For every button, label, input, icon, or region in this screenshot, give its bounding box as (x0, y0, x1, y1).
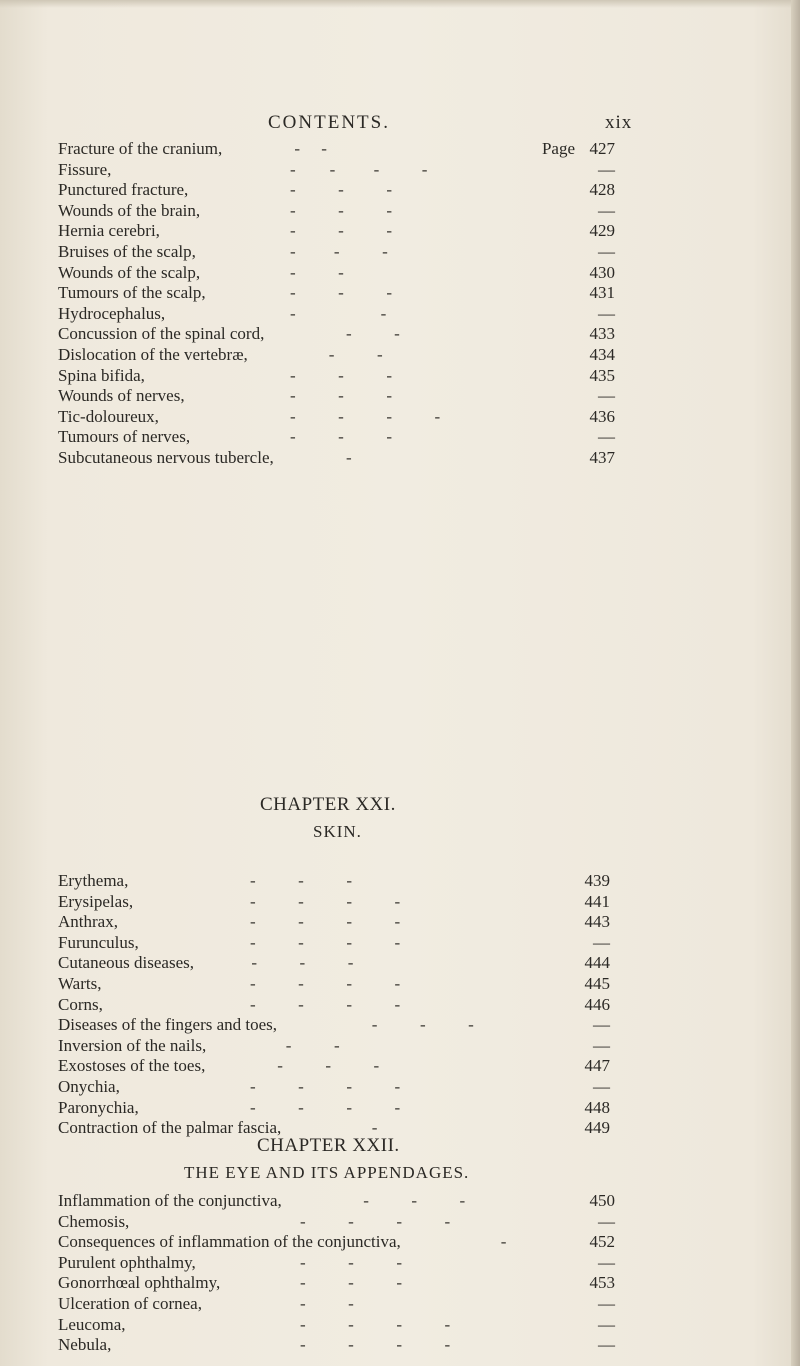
entry-label: Onychia, (58, 1077, 120, 1096)
contents-entry (0, 282, 800, 304)
entry-label: Chemosis, (58, 1211, 130, 1231)
contents-entry (0, 220, 800, 242)
contents-entry (0, 1252, 800, 1274)
entry-page-number: — (598, 1314, 615, 1334)
entry-label: Wounds of the brain, (58, 200, 201, 220)
entry-page-number: — (598, 242, 615, 261)
running-head-title: CONTENTS. (268, 112, 390, 133)
contents-entry (0, 1272, 800, 1294)
entry-label: Anthrax, (58, 912, 118, 932)
entry-page-number: — (598, 1211, 615, 1231)
contents-entry (0, 994, 800, 1016)
entry-page-number: 431 (589, 283, 615, 303)
entry-label: Subcutaneous nervous tubercle, (58, 448, 274, 467)
entry-page-number: 433 (589, 324, 615, 344)
entry-label: Consequences of inflammation of the conjunctiva, (58, 1232, 401, 1252)
entry-page-number: 443 (584, 912, 610, 932)
entry-page-number: 444 (584, 953, 610, 973)
chapter-21-subtitle: SKIN. (313, 822, 362, 841)
entry-page-number: 448 (584, 1097, 610, 1117)
entry-page-number: 428 (589, 180, 615, 200)
entry-page-number: — (598, 159, 615, 179)
contents-entry (0, 1055, 800, 1077)
entry-page-number: — (593, 1015, 610, 1035)
contents-entry (0, 1097, 800, 1119)
entry-label: Bruises of the scalp, (58, 242, 196, 261)
entry-label: Furunculus, (58, 932, 139, 952)
chapter-21-title: CHAPTER XXI. (260, 794, 396, 815)
leader-dashes: - - - - (250, 994, 401, 1014)
leader-dashes: - - - (290, 242, 388, 261)
entry-page-number: 436 (589, 406, 615, 426)
contents-entry (0, 447, 800, 469)
leader-dashes: - - - - (250, 891, 401, 911)
entry-page-number: — (598, 1294, 615, 1313)
leader-dashes: - - - (290, 386, 392, 406)
contents-entry (0, 241, 800, 263)
entry-page-number: 447 (584, 1056, 610, 1076)
leader-dashes: - - - (290, 221, 392, 241)
leader-dashes: - - - (290, 200, 392, 220)
entry-label: Exostoses of the toes, (58, 1056, 206, 1076)
leader-dashes: - - (294, 139, 327, 158)
leader-dashes: - - - (250, 871, 352, 890)
entry-page-number: — (598, 303, 615, 323)
contents-entry (0, 426, 800, 448)
leader-dashes: - (371, 1118, 378, 1138)
entry-label: Gonorrhœal ophthalmy, (58, 1273, 221, 1293)
contents-entry (0, 1035, 800, 1057)
entry-page-number: 429 (589, 221, 615, 241)
chapter-22-subtitle: THE EYE AND ITS APPENDAGES. (184, 1163, 470, 1182)
entry-page-number: — (598, 200, 615, 220)
leader-dashes: - - - (251, 953, 354, 973)
contents-entry (0, 323, 800, 345)
contents-entry (0, 159, 800, 181)
contents-entry (0, 1231, 800, 1253)
leader-dashes: - (346, 448, 352, 467)
entry-label: Contraction of the palmar fascia, (58, 1118, 282, 1138)
entry-label: Inflammation of the conjunctiva, (58, 1191, 282, 1210)
entry-page-number: — (598, 427, 615, 447)
leader-dashes: - - - - (300, 1335, 451, 1355)
entry-page-number: 430 (589, 262, 615, 282)
entry-page-number: 449 (584, 1118, 610, 1138)
leader-dashes: - - - - (250, 1097, 401, 1117)
entry-page-number: — (593, 1035, 610, 1055)
contents-entry (0, 891, 800, 913)
leader-dashes: - - - (363, 1191, 466, 1210)
entry-label: Fracture of the cranium, (58, 139, 223, 158)
entry-label: Wounds of the scalp, (58, 262, 201, 282)
entry-page-number: 453 (589, 1273, 615, 1293)
leader-dashes: - - - - (250, 932, 401, 952)
entry-label: Tumours of nerves, (58, 427, 191, 447)
leader-dashes: - - - - (250, 974, 401, 993)
entry-page-number: 445 (584, 974, 610, 993)
leader-dashes: - - - - (290, 159, 428, 179)
entry-label: Dislocation of the vertebræ, (58, 345, 248, 364)
entry-label: Diseases of the fingers and toes, (58, 1015, 278, 1035)
contents-entry (0, 1293, 800, 1315)
contents-entry (0, 406, 800, 428)
contents-entry (0, 138, 800, 160)
entry-page-number: 441 (584, 891, 610, 911)
contents-entry (0, 1334, 800, 1356)
running-head (0, 112, 800, 136)
entry-page-number: 437 (589, 448, 615, 467)
leader-dashes: - (500, 1232, 507, 1252)
entry-label: Erysipelas, (58, 891, 134, 911)
leader-dashes: - - - - (290, 406, 441, 426)
entry-label: Hernia cerebri, (58, 221, 160, 241)
leader-dashes: - - - - (300, 1314, 451, 1334)
contents-entry (0, 365, 800, 387)
leader-dashes: - - - (290, 427, 392, 447)
contents-entry (0, 1190, 800, 1212)
entry-page-number: — (593, 932, 610, 952)
contents-entry (0, 911, 800, 933)
leader-dashes: - - - (290, 180, 392, 200)
leader-dashes: - - - - (300, 1211, 451, 1231)
entry-page-number: — (598, 386, 615, 406)
contents-entry (0, 1211, 800, 1233)
entry-label: Fissure, (58, 159, 112, 179)
entry-page-number: 434 (589, 345, 615, 364)
chapter-22-title: CHAPTER XXII. (257, 1135, 400, 1156)
page-numeral: xix (605, 112, 633, 133)
leader-dashes: - - (285, 1035, 340, 1055)
entry-label: Punctured fracture, (58, 180, 189, 200)
contents-entry (0, 262, 800, 284)
entry-page-number: — (598, 1335, 615, 1355)
entry-page-number: — (593, 1077, 610, 1096)
entry-label: Purulent ophthalmy, (58, 1252, 196, 1272)
entry-label: Warts, (58, 974, 102, 993)
entry-label: Corns, (58, 994, 103, 1014)
entry-label: Erythema, (58, 871, 129, 890)
leader-dashes: - - (328, 345, 383, 364)
leader-dashes: - - - (300, 1252, 402, 1272)
entry-page-number: 439 (584, 871, 610, 890)
leader-dashes: - - (346, 324, 400, 344)
page-prefix: Page (541, 139, 575, 158)
entry-label: Wounds of nerves, (58, 386, 185, 406)
leader-dashes: - - (290, 262, 344, 282)
contents-entry (0, 952, 800, 974)
contents-entry (0, 870, 800, 892)
leader-dashes: - - - - (250, 1077, 401, 1096)
leader-dashes: - - - (300, 1273, 402, 1293)
entry-label: Leucoma, (58, 1314, 126, 1334)
contents-entry (0, 303, 800, 325)
contents-entry (0, 200, 800, 222)
leader-dashes: - - - - (250, 912, 401, 932)
entry-label: Spina bifida, (58, 365, 145, 385)
entry-label: Inversion of the nails, (58, 1035, 207, 1055)
contents-entry (0, 932, 800, 954)
entry-label: Hydrocephalus, (58, 303, 166, 323)
leader-dashes: - - - (290, 283, 392, 303)
entry-label: Nebula, (58, 1335, 112, 1355)
contents-entry (0, 344, 800, 366)
entry-page-number: 452 (589, 1232, 615, 1252)
entry-page-number: — (598, 1252, 615, 1272)
contents-entry (0, 179, 800, 201)
page-top-shadow (0, 0, 800, 8)
entry-label: Tic-doloureux, (58, 406, 159, 426)
contents-entry (0, 1076, 800, 1098)
entry-page-number: 446 (584, 994, 610, 1014)
entry-page-number: 427 (589, 139, 615, 158)
leader-dashes: - - (290, 303, 387, 323)
contents-entry (0, 1314, 800, 1336)
contents-entry (0, 973, 800, 995)
entry-label: Ulceration of cornea, (58, 1294, 202, 1313)
entry-label: Tumours of the scalp, (58, 283, 206, 303)
leader-dashes: - - - (371, 1015, 474, 1035)
leader-dashes: - - - (277, 1056, 380, 1076)
leader-dashes: - - (300, 1294, 354, 1313)
contents-entry (0, 1014, 800, 1036)
entry-label: Cutaneous diseases, (58, 953, 194, 973)
entry-page-number: 450 (589, 1191, 615, 1210)
contents-entry (0, 385, 800, 407)
entry-label: Paronychia, (58, 1097, 139, 1117)
entry-label: Concussion of the spinal cord, (58, 324, 265, 344)
entry-page-number: 435 (589, 365, 615, 385)
leader-dashes: - - - (290, 365, 392, 385)
